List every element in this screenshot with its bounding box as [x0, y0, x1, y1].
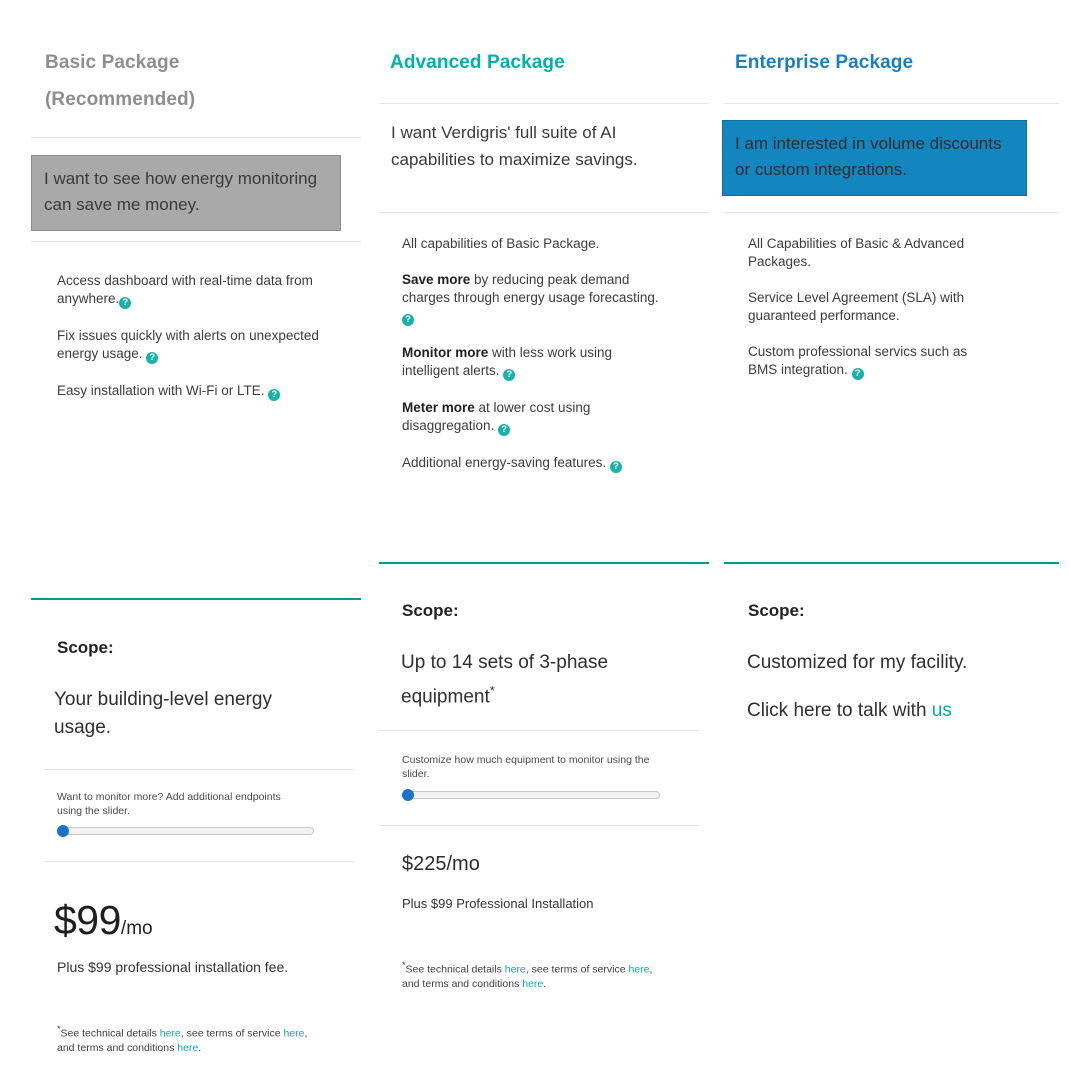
basic-scope-label: Scope: — [57, 638, 114, 657]
footnote-part4: . — [198, 1042, 202, 1054]
basic-endpoints-slider[interactable] — [57, 827, 314, 835]
basic-package-title-line2: (Recommended) — [45, 89, 196, 110]
basic-scope-text: Your building-level energy usage. — [54, 689, 272, 738]
footnote-part3: , and terms and conditions — [57, 1027, 308, 1054]
advanced-scope-text — [401, 649, 651, 711]
help-icon[interactable]: ? — [498, 424, 510, 436]
help-icon[interactable]: ? — [503, 369, 515, 381]
enterprise-contact-line — [747, 700, 952, 722]
divider-advanced-scope — [379, 562, 709, 564]
advanced-slider-help-text: Customize how much equipment to monitor using the slider. — [402, 754, 650, 780]
feature-lead: Monitor more — [402, 345, 489, 360]
advanced-feature-list — [402, 235, 664, 491]
advanced-package-heading — [390, 44, 565, 81]
divider-basic-scope — [31, 598, 361, 600]
advanced-price-note: Plus $99 Professional Installation — [402, 896, 594, 911]
list-item — [402, 235, 664, 253]
help-icon[interactable]: ? — [402, 314, 414, 326]
list-item — [748, 289, 998, 325]
basic-price — [54, 897, 153, 944]
list-item — [57, 327, 332, 364]
technical-details-link[interactable]: here — [504, 963, 526, 976]
list-item — [402, 399, 664, 436]
feature-text: Service Level Agreement (SLA) with guaranteed performance. — [748, 290, 965, 323]
divider-advanced-below-slider — [379, 825, 699, 826]
advanced-scope-value: Up to 14 sets of 3-phase equipment — [401, 652, 609, 708]
divider-enterprise-top — [724, 103, 1059, 104]
list-item — [748, 343, 998, 380]
footnote-star: * — [57, 1024, 61, 1034]
enterprise-selection-option[interactable]: I am interested in volume discounts or custom integrations. — [722, 120, 1027, 196]
feature-text: Easy installation with Wi-Fi or LTE. — [57, 383, 265, 398]
feature-text: Custom professional servics such as BMS integration. — [748, 344, 968, 377]
advanced-selection-option[interactable]: I want Verdigris' full suite of AI capabilities to maximize savings. — [391, 123, 638, 169]
slider-thumb[interactable] — [402, 789, 414, 801]
divider-enterprise-scope — [724, 562, 1059, 564]
divider-enterprise-below-selection — [724, 212, 1059, 213]
feature-text: All Capabilities of Basic & Advanced Packages. — [748, 236, 965, 269]
feature-text: All capabilities of Basic Package. — [402, 236, 600, 251]
list-item — [57, 272, 332, 309]
footnote-part2: , see terms of service — [180, 1027, 284, 1040]
help-icon[interactable]: ? — [610, 461, 622, 473]
feature-text: at lower cost using disaggregation. — [402, 400, 591, 433]
footnote-part3: , and terms and conditions — [402, 963, 653, 990]
list-item — [748, 235, 998, 271]
basic-slider-help-text: Want to monitor more? Add additional endpoints using the slider. — [57, 791, 281, 817]
column-basic-package — [0, 0, 380, 1077]
help-icon[interactable]: ? — [119, 297, 131, 309]
column-advanced-package — [370, 0, 720, 1077]
divider-advanced-below-selection — [379, 212, 709, 213]
footnote-star: * — [402, 960, 406, 970]
contact-us-link[interactable]: us — [931, 700, 952, 721]
terms-and-conditions-link[interactable]: here — [177, 1042, 199, 1054]
slider-thumb[interactable] — [57, 825, 69, 837]
advanced-scope-star: * — [489, 683, 495, 698]
technical-details-link[interactable]: here — [159, 1027, 181, 1040]
footnote-part4: . — [543, 978, 547, 990]
help-icon[interactable]: ? — [146, 352, 158, 364]
enterprise-package-heading — [735, 44, 913, 81]
enterprise-feature-list — [748, 235, 998, 398]
advanced-footnote — [402, 958, 667, 992]
feature-text: Fix issues quickly with alerts on unexpected energy usage. — [57, 328, 319, 361]
basic-footnote — [57, 1022, 327, 1056]
feature-text: by reducing peak demand charges through energy usage forecasting. — [402, 272, 659, 305]
terms-and-conditions-link[interactable]: here — [522, 978, 544, 990]
advanced-scope-label: Scope: — [402, 601, 459, 620]
basic-price-period: /mo — [120, 918, 153, 939]
list-item — [57, 382, 332, 401]
terms-of-service-link[interactable]: here — [628, 963, 650, 976]
enterprise-contact-text: Click here to talk with — [747, 700, 932, 721]
feature-lead: Meter more — [402, 400, 475, 415]
basic-price-amount: $99 — [54, 897, 121, 943]
divider-basic-below-selection — [31, 241, 361, 242]
footnote-part1: See technical details — [405, 963, 505, 976]
list-item — [402, 454, 664, 473]
footnote-part1: See technical details — [60, 1027, 160, 1040]
list-item — [402, 344, 664, 381]
divider-basic-above-slider — [44, 769, 354, 770]
basic-package-title-line1: Basic Package — [45, 52, 180, 73]
divider-basic-top — [31, 137, 361, 138]
divider-advanced-above-slider — [379, 730, 699, 731]
feature-text: Additional energy-saving features. — [402, 455, 607, 470]
basic-selection-option[interactable]: I want to see how energy monitoring can save me money. — [31, 155, 341, 231]
basic-price-note: Plus $99 professional installation fee. — [57, 959, 289, 975]
help-icon[interactable]: ? — [268, 389, 280, 401]
advanced-equipment-slider[interactable] — [402, 791, 660, 799]
feature-text: Access dashboard with real-time data from anywhere. — [57, 273, 313, 306]
terms-of-service-link[interactable]: here — [283, 1027, 305, 1040]
divider-basic-below-slider — [44, 861, 354, 862]
basic-package-heading — [45, 44, 195, 118]
enterprise-package-title: Enterprise Package — [735, 52, 914, 73]
slider-track[interactable] — [402, 791, 660, 799]
feature-lead: Save more — [402, 272, 471, 287]
list-item — [402, 271, 664, 326]
advanced-price: $225/mo — [402, 853, 480, 875]
column-enterprise-package — [715, 0, 1070, 1077]
advanced-package-title: Advanced Package — [390, 52, 565, 73]
enterprise-scope-label: Scope: — [748, 601, 805, 620]
basic-feature-list — [57, 272, 332, 419]
enterprise-scope-text: Customized for my facility. — [747, 652, 968, 673]
footnote-part2: , see terms of service — [525, 963, 629, 976]
help-icon[interactable]: ? — [852, 368, 864, 380]
slider-track[interactable] — [57, 827, 314, 835]
feature-text: with less work using intelligent alerts. — [402, 345, 613, 378]
divider-advanced-top — [379, 103, 709, 104]
